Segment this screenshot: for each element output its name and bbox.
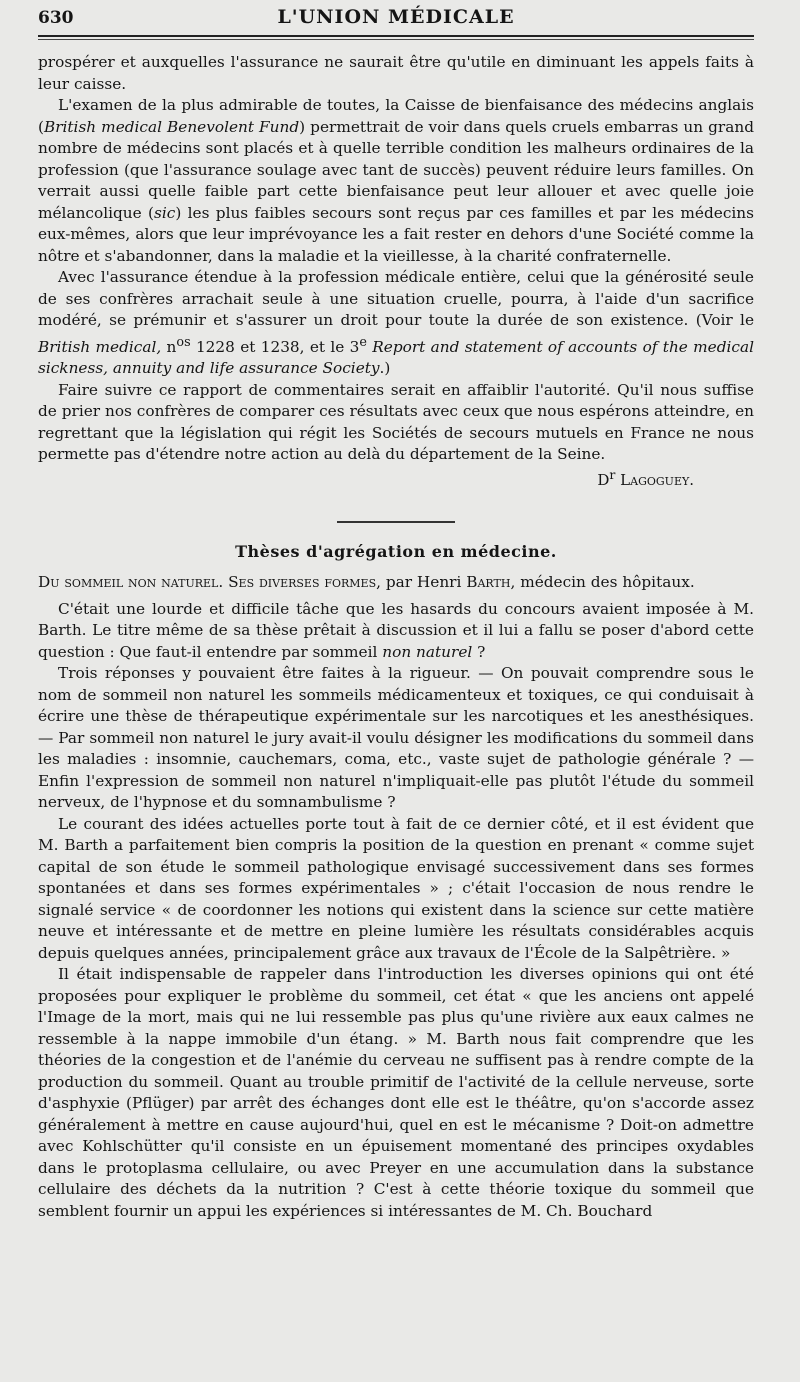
text-run: , médecin des hôpitaux. xyxy=(510,572,695,591)
section-divider xyxy=(337,521,455,523)
article-body xyxy=(38,52,754,489)
review-body xyxy=(38,599,754,1223)
text-run: , par Henri xyxy=(376,572,467,591)
italic-run: British medical, xyxy=(38,337,162,356)
text-run: 1228 et 1238, et le 3 xyxy=(190,337,360,356)
review-paragraph-1 xyxy=(38,599,754,664)
paragraph-4: Faire suivre ce rapport de commentaires serait en affaiblir l'autorité. Qu'il nous suffise de prier nos confrères de comparer ces résultats avec ceux que nous espérons atteindre, en regrettant que la législation qui régit les Sociétés de secours mutuels en France ne nous permette pas d'étendre notre action au delà du département de la Seine. xyxy=(38,380,754,464)
thesis-author: Barth xyxy=(466,572,511,591)
italic-run: non naturel xyxy=(382,642,473,661)
section-title: Thèses d'agrégation en médecine. xyxy=(235,541,557,561)
superscript: e xyxy=(359,334,367,350)
review-paragraph-3: Le courant des idées actuelles porte tout à fait de ce dernier côté, et il est évident que M. Barth a parfaitement bien compris la position de la question en prenant « comme sujet capital de son étude le sommeil pathologique envisagé successivement dans ses formes spontanées et dans ses formes expérimentales » ; c'était l'occasion de nous rendre le signalé service « de coordonner les notions qui existent dans la science sur cette matière neuve et intéressante et de mettre en pleine lumière les résultats considérables acquis depuis quelques années, principalement grâce aux travaux de l'École de la Salpêtrière. » xyxy=(38,814,754,962)
text-run: n xyxy=(161,337,177,356)
paragraph-3 xyxy=(38,267,754,380)
signature-name: Lagoguey. xyxy=(620,470,694,489)
text-run: ) les plus faibles secours sont reçus par ces familles et par les médecins eux-mêmes, alors que leur imprévoyance les a fait rester en dehors d'une Société comme la nôtre et s'abandonner, dans la maladie et la vieillesse, à la charité confraternelle. xyxy=(38,203,754,265)
review-title xyxy=(38,571,754,593)
header-rule xyxy=(38,35,754,37)
author-signature xyxy=(38,467,754,489)
italic-run: sic xyxy=(154,203,176,222)
review-paragraph-4: Il était indispensable de rappeler dans l'introduction les diverses opinions qui ont été proposées pour expliquer le problème du sommeil, cet état « que les anciens ont appelé l'Image de la mort, mais qui ne lui ressemble pas plus qu'une rivière aux eaux calmes ne ressemble à la nappe immobile d'un étang. » M. Barth nous fait comprendre que les théories de la congestion et de l'anémie du cerveau ne suffisent pas à rendre compte de la production du sommeil. Quant au trouble primitif de l'activité de la cellule nerveuse, sorte d'asphyxie (Pflüger) par arrêt des échanges dont elle est le théâtre, qu'on s'accorde assez généralement à mettre en cause aujourd'hui, quel en est le mécanisme ? Doit-on admettre avec Kohlschütter qu'il consiste en un épuisement momentané des principes oxydables dans le protoplasma cellulaire, ou avec Preyer en une accumulation dans la substance cellulaire des déchets da la nutrition ? C'est à cette théorie toxique du sommeil que semblent fournir un appui les expériences si intéressantes de M. Ch. Bouchard xyxy=(38,965,754,1220)
superscript: r xyxy=(609,466,616,482)
text-run: ) permettrait de voir dans quels cruels embarras un grand nombre de médecins sont placés et à quelle terrible condition les malheurs ordinaires de la profession (que l'assurance soulage avec tant de succès) peuvent réduire leurs familles. On verrait aussi quelle faible part cette bienfaisance peut leur allouer et avec quelle joie mélancolique ( xyxy=(38,117,754,222)
running-head: L'UNION MÉDICALE xyxy=(277,6,515,28)
text-run: Avec l'assurance étendue à la profession médicale entière, celui que la générosité seule de ses confrères arrachait seule à une situation cruelle, pourra, à l'aide d'un sacrifice modéré, se prémunir et s'assurer un droit pour toute la durée de son existence. (Voir le xyxy=(38,268,754,329)
signature-prefix: D xyxy=(597,470,610,489)
paragraph-1: prospérer et auxquelles l'assurance ne saurait être qu'utile en diminuant les appels faits à leur caisse. xyxy=(38,53,754,93)
text-run: C'était une lourde et difficile tâche que les hasards du concours avaient imposée à M. Barth. Le titre même de sa thèse prêtait à discussion et il lui a fallu se poser d'abord cette question : Que faut-il entendre par sommeil xyxy=(38,599,754,661)
thesis-title: Du sommeil non naturel. Ses diverses formes xyxy=(38,572,377,591)
superscript: os xyxy=(176,334,191,350)
review-paragraph-2: Trois réponses y pouvaient être faites à la rigueur. — On pouvait comprendre sous le nom de sommeil non naturel les sommeils médicamenteux et toxiques, ce qui conduisait à écrire une thèse de thérapeutique expérimentale sur les narcotiques et les anesthésiques. — Par sommeil non naturel le jury avait-il voulu désigner les modifications du sommeil dans les maladies : insomnie, cauchemars, coma, etc., vaste sujet de pathologie générale ? — Enfin l'expression de sommeil non naturel n'impliquait-elle pas plutôt l'étude du sommeil nerveux, de l'hypnose et du somnambulisme ? xyxy=(38,664,754,812)
text-run: .) xyxy=(379,359,391,378)
italic-run: British medical Benevolent Fund xyxy=(43,117,300,136)
text-run: L'examen de la plus admirable de toutes, la Caisse de bienfaisance des médecins anglais ( xyxy=(38,96,754,136)
text-run: ? xyxy=(472,642,486,661)
page-header xyxy=(38,0,754,40)
page-number: 630 xyxy=(38,8,74,28)
paragraph-2 xyxy=(38,95,754,267)
header-rule-thin xyxy=(38,39,754,40)
italic-run: Report and statement of accounts of the medical sickness, annuity and life assurance Society xyxy=(38,337,754,378)
